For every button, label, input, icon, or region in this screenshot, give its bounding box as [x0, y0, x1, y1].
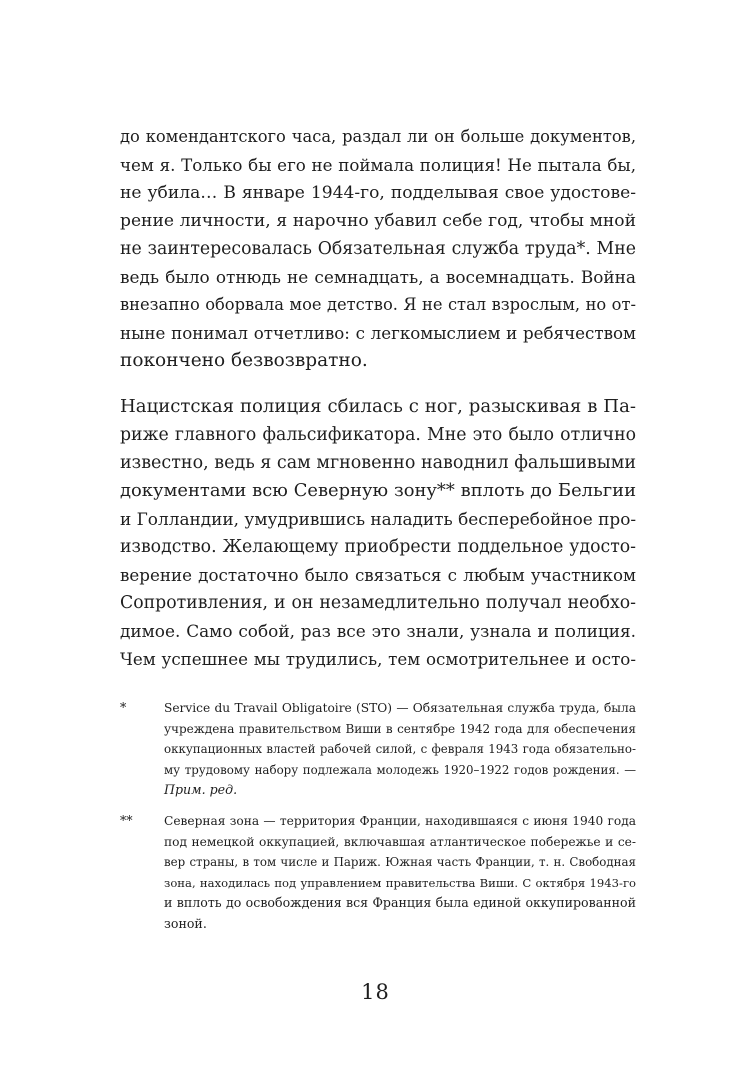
footnote-marker: **: [120, 813, 133, 828]
footnote-line: Северная зона — территория Франции, находившаяся с июня 1940 года: [164, 814, 636, 828]
text-line: ныне понимал отчетливо: с легкомыслием и ребячеством: [120, 323, 636, 343]
text-line: внезапно оборвала мое детство. Я не стал взрослым, но от-: [120, 295, 636, 314]
text-line: не убила… В январе 1944-го, подделывая свое удостове-: [120, 183, 636, 203]
footnote-1: [120, 698, 636, 801]
text-line: покончено безвозвратно.: [120, 350, 368, 371]
footnote-line: му трудовому набору подлежала молодежь 1920–1922 годов рождения. —: [164, 762, 636, 777]
text-line: чем я. Только бы его не поймала полиция! Не пытала бы,: [120, 155, 636, 175]
footnote-line: оккупационных властей рабочей силой, с февраля 1943 года обязательно-: [164, 742, 636, 757]
footnote-line: Service du Travail Obligatoire (STO) — Обязательная служба труда, была: [164, 701, 636, 715]
text-line: Нацистская полиция сбилась с ног, разыскивая в Па-: [120, 396, 636, 417]
footnote-line: зоной.: [164, 915, 207, 931]
text-line: известно, ведь я сам мгновенно наводнил фальшивыми: [120, 453, 636, 473]
text-line: изводство. Желающему приобрести поддельное удосто-: [120, 537, 636, 557]
text-line: Чем успешнее мы трудились, тем осмотрительнее и осто-: [120, 649, 636, 669]
footnote-line: учреждена правительством Виши в сентябре 1942 года для обеспечения: [164, 721, 636, 736]
footnote-line: и вплоть до освобождения вся Франция была единой оккупированной: [164, 895, 636, 911]
footnote-line: зона, находилась под управлением правительства Виши. С октября 1943-го: [164, 875, 636, 890]
text-line: рение личности, я нарочно убавил себе год, чтобы мной: [120, 211, 636, 231]
text-line: и Голландии, умудрившись наладить бесперебойное про-: [120, 509, 637, 529]
text-line: до комендантского часа, раздал ли он больше документов,: [120, 127, 636, 146]
footnote-line: вер страны, в том числе и Париж. Южная часть Франции, т. н. Свободная: [164, 855, 636, 870]
page-number: 18: [361, 980, 390, 1004]
footnote-editor-note: Прим. ред.: [164, 782, 238, 798]
text-line: риже главного фальсификатора. Мне это было отлично: [120, 425, 636, 445]
text-line: документами всю Северную зону** вплоть до Бельгии: [120, 480, 636, 501]
text-line: не заинтересовалась Обязательная служба труда*. Мне: [120, 239, 636, 259]
text-line: верение достаточно было связаться с любым участником: [120, 565, 636, 585]
text-line: Сопротивления, и он незамедлительно получал необхо-: [120, 593, 636, 613]
footnote-line: под немецкой оккупацией, включавшая атлантическое побережье и се-: [164, 834, 636, 849]
footnote-2: [120, 811, 636, 935]
text-line: ведь было отнюдь не семнадцать, а восемнадцать. Война: [120, 267, 636, 287]
footnote-marker: *: [120, 700, 127, 715]
text-line: димое. Само собой, раз все это знали, узнала и полиция.: [120, 621, 636, 641]
